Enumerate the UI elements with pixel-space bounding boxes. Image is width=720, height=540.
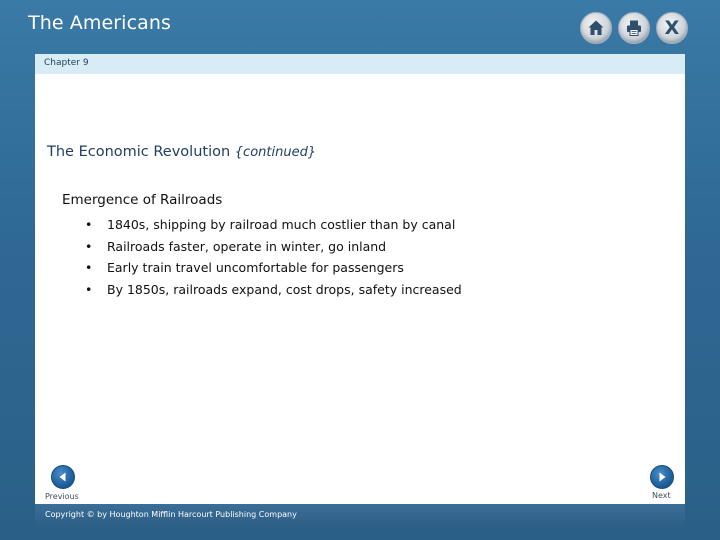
print-button[interactable]	[618, 12, 650, 44]
bullet-item: • Railroads faster, operate in winter, go inland	[85, 236, 462, 258]
slide-content	[35, 54, 685, 504]
slide-title-suffix: {continued}	[234, 145, 317, 160]
chapter-label: Chapter 9	[44, 58, 89, 68]
arrow-left-icon	[57, 471, 69, 483]
app-title: The Americans	[28, 12, 171, 34]
arrow-right-icon	[656, 471, 668, 483]
printer-icon	[625, 19, 643, 37]
chapter-bar	[35, 54, 685, 74]
bullet-item: • By 1850s, railroads expand, cost drops, safety increased	[85, 279, 462, 301]
bullet-list	[85, 214, 462, 300]
bullet-item: • 1840s, shipping by railroad much costlier than by canal	[85, 214, 462, 236]
next-button[interactable]	[650, 465, 674, 489]
next-label[interactable]: Next	[652, 491, 671, 500]
home-button[interactable]	[580, 12, 612, 44]
previous-label[interactable]: Previous	[45, 492, 79, 501]
close-icon: X	[664, 16, 680, 39]
previous-button[interactable]	[51, 465, 75, 489]
subheading: Emergence of Railroads	[62, 192, 223, 208]
footer-bar	[35, 504, 685, 526]
slide-title-text: The Economic Revolution	[47, 144, 231, 160]
exit-button[interactable]	[656, 12, 688, 44]
header-toolbar	[580, 12, 688, 44]
copyright-text: Copyright © by Houghton Mifflin Harcourt Publishing Company	[45, 510, 297, 519]
slide-title	[47, 144, 316, 160]
home-icon	[587, 19, 605, 37]
bullet-item: • Early train travel uncomfortable for passengers	[85, 257, 462, 279]
